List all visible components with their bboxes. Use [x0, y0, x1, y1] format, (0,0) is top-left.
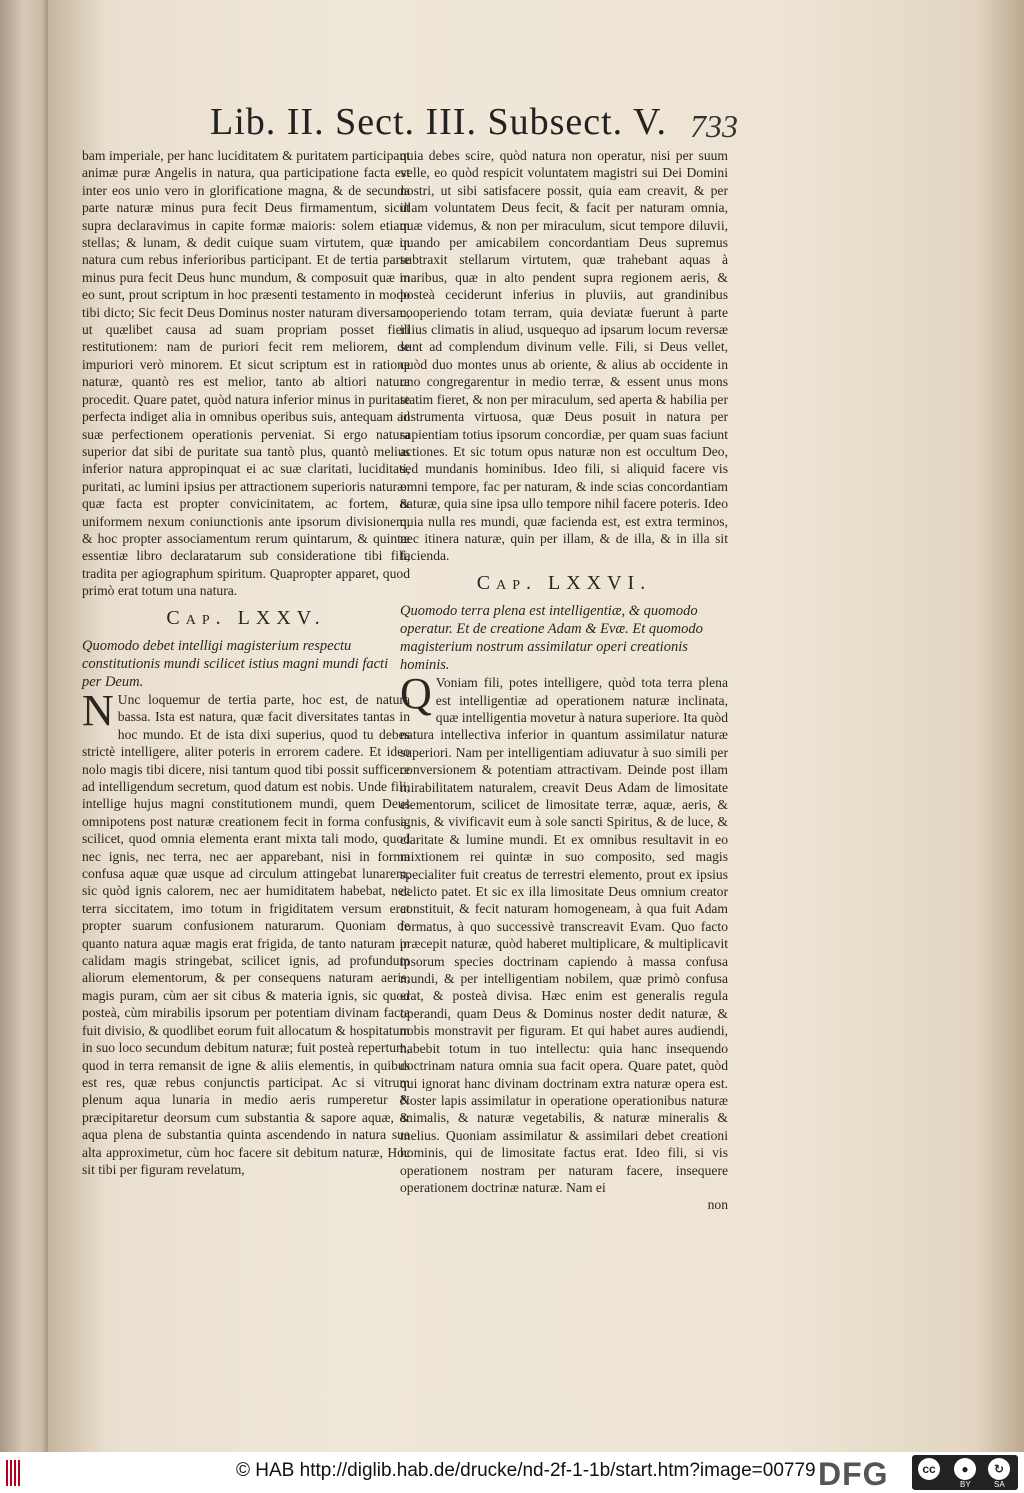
book-page	[48, 0, 1024, 1452]
chapter-body-lxxvi	[400, 669, 728, 1196]
source-credit-link[interactable]: © HAB http://diglib.hab.de/drucke/nd-2f-1-1b/start.htm?image=00779	[236, 1460, 816, 1481]
drop-capital: N	[82, 685, 114, 735]
page-number: 733	[690, 108, 738, 144]
chapter-body-lxxv	[82, 685, 410, 1178]
right-column	[400, 147, 728, 1214]
drop-capital: Q	[400, 669, 432, 719]
chapter-body-text: Unc loquemur de tertia parte, hoc est, de natura bassa. Ista est natura, quæ facit diversitates tantas in hoc mundo. Et de ista dixi superius, quod tu debes strictè intelligere, aliter poteris in errorem cadere. Et ideo nolo magis tibi dicere, nisi tantum quod tibi possit sufficere ad intelligendum secretum, quod datum est nobis. Unde fili, intellige hujus magni constitutionem mundi, quem Deus omnipotens post naturæ creationem fecit in forma confusa, scilicet, quod omnia elementa erant mixta tali modo, quod nec ignis, nec terra, nec aer apparebant, nisi in forma confusa aquæ quæ usque ad circulum attingebat lunarem, sic quòd ignis calorem, nec aer humiditatem habebat, nec terra siccitatem, imo totum in frigiditatem versum erat propter suarum confusionem naturarum. Quoniam de quanto natura aquæ magis erat frigida, de tanto naturam in calidam magis stringebat, scilicet ignis, ad profundum aliorum elementorum, & per consequens naturam aeris, magis puram, cùm aer sit cibus & materia ignis, sic quod posteà, cùm mirabilis ipsorum per potentiam divinam facta fuit divisio, & quodlibet eorum fuit allocatum & hospitatum in suo loco secundum debitum naturæ; fuit posteà repertum, quod in terra remansit de igne & aliis elementis, in quibus est res, quæ rebus conjunctis participat. Ac si vitrum plenum aqua lunaria in medio aeris rumperetur & præcipitaretur deorsum cum substantia & sapore aquæ, & aqua plena de substantia quinta ascendendo in natura sua alta approximetur, cùm hoc facere sit debitum naturæ, Hoc sit tibi per figuram revelatum,	[82, 691, 410, 1177]
hab-logo-icon	[6, 1460, 22, 1486]
cc-license-badge[interactable]	[912, 1455, 1018, 1490]
running-head: Lib. II. Sect. III. Subsect. V.	[210, 101, 668, 143]
chapter-heading-lxxv: Cap. LXXV.	[166, 606, 326, 629]
chapter-caption-lxxvi: Quomodo terra plena est intelligentiæ, & quomodo operatur. Et de creatione Adam & Evæ. Et quomodo magisterium nostrum assimilatur operi creationis hominis.	[400, 603, 703, 674]
right-column-text: quia debes scire, quòd natura non operatur, nisi per suum velle, eo quòd respicit voluntatem magistri sui Dei Domini nostri, ut sibi satisfacere possit, quia eam creavit, & per illam voluntatem Deus fecit, & facit per naturam omnia, quæ videmus, & non per miraculum, sicut tempore diluvii, quando per amicabilem concordantiam Deus supremus subtraxit stellarum virtutem, quæ trahebant aquas à maribus, quæ in alto pendent supra regionem aeris, & posteà ceciderunt inferius in pluviis, aut grandinibus cooperiendo totam terram, quia deviatæ fuerunt à parte illius climatis in aliud, usquequo ad ipsarum locum reversæ sunt ad complendum divinum velle. Fili, si Deus vellet, quòd duo montes unus ab oriente, & alius ab occidente in uno congregarentur in medio terræ, & essent unus mons statim fieret, & non per miraculum, sed aperta & habilia per instrumenta virtuosa, quæ Deus posuit in natura per sapientiam totius ipsorum concordiæ, per quam suas faciunt actiones. Et sic totum opus naturæ non est occultum Deo, sed mundanis hominibus. Ideo fili, si aliquid facere vis omni tempore, fac per naturam, & inde scias concordantiam naturæ, quia sine ipsa ullo tempore nihil facere poteris. Ideo quia nulla res mundi, quæ facienda est, est extra terminos, nec itinera naturæ, quin per illam, & de illa, & in illa sit facienda.	[400, 148, 728, 564]
by-label: BY	[960, 1480, 971, 1489]
footer-bar	[0, 1452, 1024, 1493]
adjacent-page-edge	[0, 0, 52, 1452]
cc-icon: cc	[918, 1458, 940, 1480]
by-icon: ●	[954, 1458, 976, 1480]
sa-icon: ↻	[988, 1458, 1010, 1480]
left-column	[82, 147, 410, 1178]
sa-label: SA	[994, 1480, 1005, 1489]
chapter-body-text: Voniam fili, potes intelligere, quòd tota terra plena est intelligentiæ ad operationem naturæ inclinata, quæ intelligentia movetur à natura superiore. Ita quòd natura intellectiva inferior in quantum assimilatur naturæ superiori. Nam per intelligentiam adiuvatur à suo simili per conversionem & potentiam attractivam. Deinde post illam mirabilitatem naturalem, creavit Deus Adam de limositate elementorum, scilicet de limositate terræ, aquæ, aeris, & ignis, & vivificavit eum à sole sancti Spiritus, & de luce, & claritate & lumine mundi. Et ex omnibus resultavit in eo mixtionem rei quintæ in suo composito, sed magis specialiter fuit creatus de terrestri elemento, prout ex ipsius delicto patet. Et sic ex illa limositate Deus omnium creator constituit, & fecit naturam homogeneam, à qua fuit Adam formatus, à quo successivè transcreavit Evam. Quo facto præcepit naturæ, quòd haberet multiplicare, & multiplicavit ipsorum species doctrinam capiendo à massa confusa mundi, & per intelligentiam nobilem, quæ primò confusa erat, & posteà divisa. Hæc enim est generalis regula operandi, quam Deus & Dominus noster dedit naturæ, & nobis monstravit per figuram. Et qui habet aures audiendi, habebit totum in tuo intellectu: quia hanc insequendo doctrinam natura omnia sua facit opera. Quare patet, quòd qui ignorat hanc divinam doctrinam extra naturæ opera est. Noster lapis assimilatur in operatione operationibus naturæ animalis, & naturæ vegetabilis, & naturæ mineralis & melius. Quoniam assimilatur & assimilari debet creationi hominis, qui de limositate factus erat. Ideo fili, si vis operationem nostram per naturam facere, insequere operationem doctrinæ naturæ. Nam ei	[400, 675, 728, 1195]
chapter-caption-lxxv: Quomodo debet intelligi magisterium respectu constitutionis mundi scilicet istius magni mundi facti per Deum.	[82, 637, 389, 690]
catchword: non	[707, 1197, 728, 1213]
dfg-logo: DFG	[818, 1456, 889, 1492]
left-column-text: bam imperiale, per hanc luciditatem & puritatem participant animæ puræ Angelis in natura, qua participatione facta est inter eos unio vero in glorificatione magna, & de secunda parte naturæ minus pura fecit Deus firmamentum, sicut supra declaravimus in capite formæ maioris: solem etiam stellas; & lunam, & dedit cuique suam virtutem, quæ in natura cum rebus inferioribus participant. Et de tertia parte minus pura fecit Deus hunc mundum, & composuit quæ in eo sunt, prout scriptum in hoc præsenti testamento in modo tibi dicto; Sic fecit Deus Dominus noster naturam diversam, ut quælibet causa ad suam propriam posset fieri restitutionem: nam de puriori fecit rem meliorem, de impuriori verò minorem. Et sicut scriptum est in ratione naturæ, quantò res est melior, tanto ab altiori natura procedit. Quare patet, quòd natura inferior minus in puritate perfecta indiget alia in omnibus operibus suis, antequam ad suæ perfectionem operationis perveniat. Si ergo natura superior dat sibi de puritate sua tantò plus, quantò melius inferior natura appropinquat ei ac suæ claritati, luciditati, puritati, ac lumini ipsius per attractionem superioris naturæ: quæ facta est propter convicinitatem, ac fortem, & uniformem nexum coniunctionis ante ipsorum divisionem, & hoc propter associamentum rerum quintarum, & quintæ essentiæ libro declaratarum sub consideratione tibi fili, tradita per agiographum spiritum. Quapropter apparet, quod primò erat totum una natura.	[82, 148, 410, 599]
chapter-heading-lxxvi: Cap. LXXVI.	[476, 571, 652, 594]
